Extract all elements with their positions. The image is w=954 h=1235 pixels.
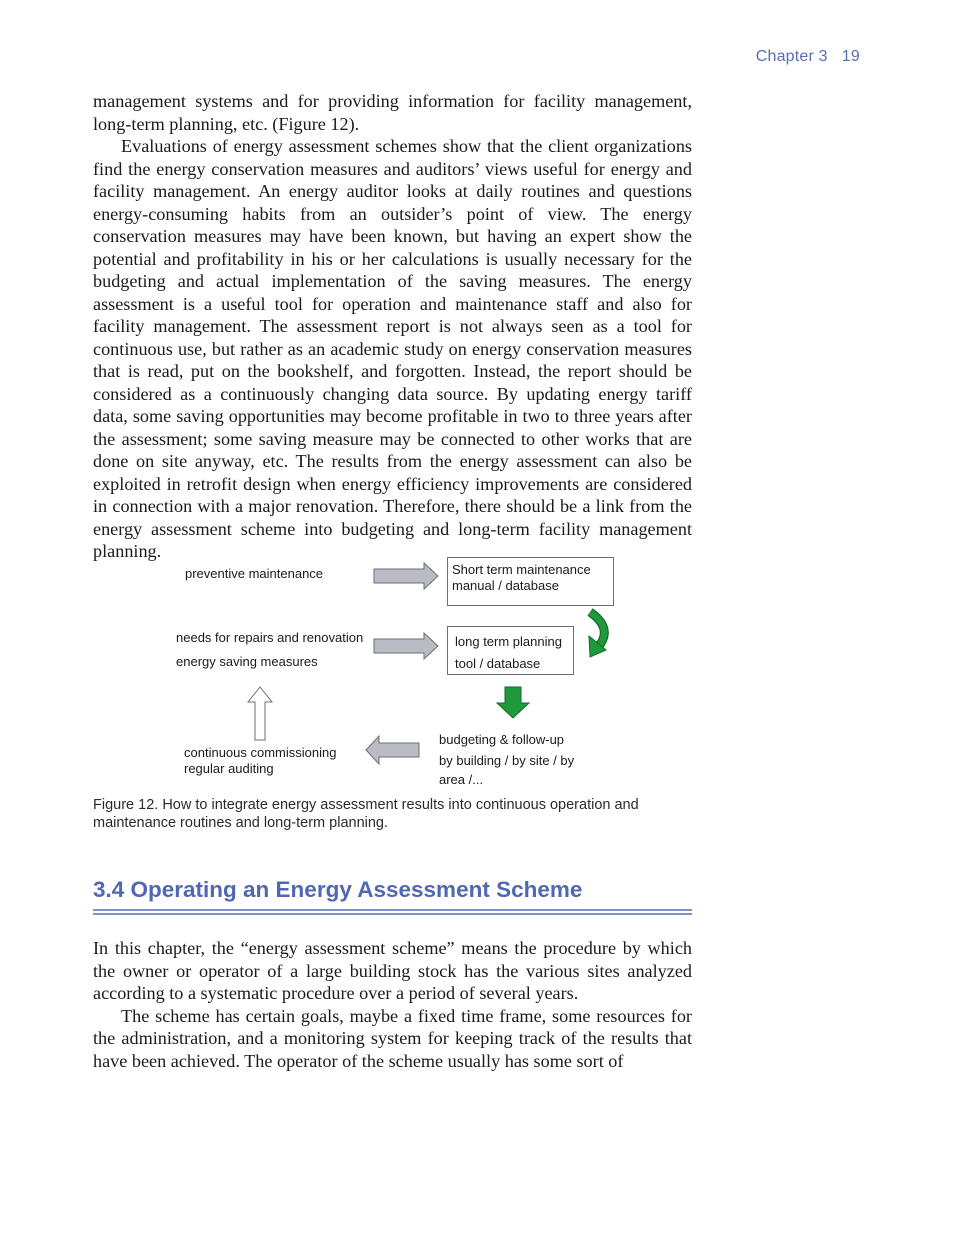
right-arrow-icon [374,633,438,659]
left-arrow-icon [366,736,419,764]
label-energy-saving: energy saving measures [176,654,318,669]
heading-rule [93,909,692,911]
up-arrow-icon [248,687,272,740]
running-head [756,48,860,66]
body-text-top [93,90,692,563]
down-arrow-icon [497,687,529,718]
label-budgeting-1: budgeting & follow-up [439,732,565,747]
label-budgeting-2: by building / by site / by [439,753,575,768]
long-term-box: long term planning tool / database [447,626,574,675]
label-regular-auditing: regular auditing [184,761,274,776]
label-preventive-maintenance: preventive maintenance [185,566,324,581]
figure-caption: Figure 12. How to integrate energy assessment results into continuous operation and maintenance routines and long-term planning. [93,797,639,831]
body-text-bottom [93,937,692,1072]
label-budgeting-3: area /... [439,772,484,787]
figure-12 [93,550,693,795]
paragraph: Evaluations of energy assessment schemes show that the client organizations find the energy conservation measures and auditors’ views useful for energy and facility management. An energy auditor looks at daily routines and questions energy-consuming habits from an outsider’s point of view. The energy conservation measures may have been known, but having an expert show the potential and profitability in his or her calculations is usually necessary for the budgeting and actual implementation of the saving measures. The energy assessment is a useful tool for operation and maintenance staff and also for facility management. The assessment report is not always seen as a tool for continuous use, but rather as an academic study on energy conservation measures that is read, put on the bookshelf, and forgotten. Instead, the report should be considered as a continuously changing data source. By updating energy tariff data, some saving opportunities may become profitable in two to three years after the assessment; some saving measure may be connected to other works that are done on site anyway, etc. The results from the energy assessment can also be exploited in retrofit design when energy efficiency improvements are considered in connection with a major renovation. Therefore, there should be a link from the energy assessment scheme into budgeting and long-term facility management planning. [93,136,692,561]
short-term-box: Short term maintenance manual / database [447,557,614,606]
paragraph: The scheme has certain goals, maybe a fixed time frame, some resources for the administration, and a monitoring system for keeping track of the results that have been achieved. The operator of the scheme usually has some sort of [93,1005,692,1071]
page-number: 19 [841,48,860,65]
section-heading: 3.4 Operating an Energy Assessment Scheme [93,877,583,902]
paragraph: management systems and for providing information for facility management, long-term planning, etc. (Figure 12). [93,91,692,134]
right-arrow-icon [374,563,438,589]
paragraph: In this chapter, the “energy assessment scheme” means the procedure by which the owner or operator of a large building stock has the various sites analyzed according to a systematic procedure over a period of several years. [93,938,692,1003]
heading-rule [93,913,692,915]
chapter-label: Chapter 3 [755,48,828,65]
label-repairs-renovation: needs for repairs and renovation [176,630,364,645]
label-commissioning: continuous commissioning [184,745,337,760]
